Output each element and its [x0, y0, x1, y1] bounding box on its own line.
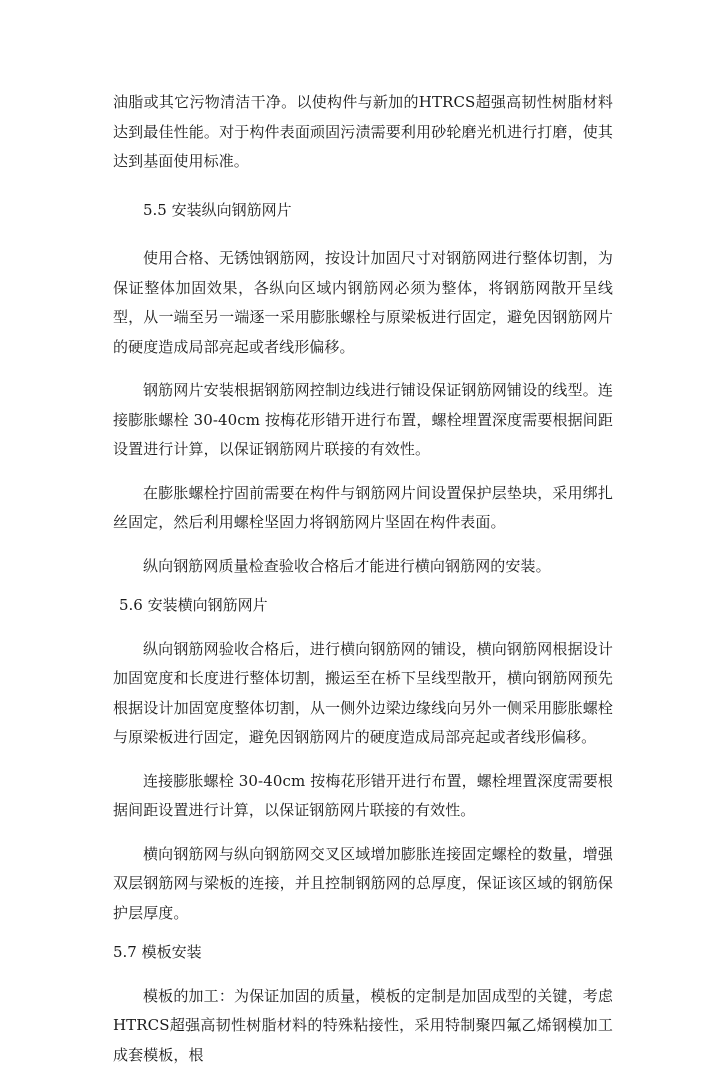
paragraph-surface-cleaning: 油脂或其它污物清洁干净。以使构件与新加的HTRCS超强高韧性树脂材料达到最佳性能。对于构件表面顽固污渍需要利用砂轮磨光机进行打磨，使其达到基面使用标准。 [113, 88, 613, 177]
paragraph-transverse-mesh-laying: 纵向钢筋网验收合格后，进行横向钢筋网的铺设，横向钢筋网根据设计加固宽度和长度进行整体切割，搬运至在桥下呈线型散开，横向钢筋网预先根据设计加固宽度整体切割，从一侧外边梁边缘线向另外一侧采用膨胀螺栓与原梁板进行固定，避免因钢筋网片的硬度造成局部亮起或者线形偏移。 [113, 635, 613, 753]
paragraph-formwork-processing: 模板的加工：为保证加固的质量，模板的定制是加固成型的关键，考虑HTRCS超强高韧性树脂材料的特殊粘接性，采用特制聚四氟乙烯钢模加工成套模板，根 [113, 982, 613, 1070]
paragraph-transverse-bolts: 连接膨胀螺栓 30-40cm 按梅花形错开进行布置，螺栓埋置深度需要根据间距设置进行计算，以保证钢筋网片联接的有效性。 [113, 767, 613, 826]
paragraph-quality-inspection: 纵向钢筋网质量检查验收合格后才能进行横向钢筋网的安装。 [113, 552, 613, 582]
paragraph-mesh-installation-bolts: 钢筋网片安装根据钢筋网控制边线进行铺设保证钢筋网铺设的线型。连接膨胀螺栓 30-40cm 按梅花形错开进行布置，螺栓埋置深度需要根据间距设置进行计算，以保证钢筋网片联接的有效性。 [113, 376, 613, 465]
paragraph-spacer-blocks: 在膨胀螺栓拧固前需要在构件与钢筋网片间设置保护层垫块，采用绑扎丝固定，然后利用螺栓坚固力将钢筋网片坚固在构件表面。 [113, 479, 613, 538]
section-heading-5-7: 5.7 模板安装 [113, 938, 613, 968]
paragraph-longitudinal-mesh-cutting: 使用合格、无锈蚀钢筋网，按设计加固尺寸对钢筋网进行整体切割，为保证整体加固效果，各纵向区域内钢筋网必须为整体，将钢筋网散开呈线型，从一端至另一端逐一采用膨胀螺栓与原梁板进行固定，避免因钢筋网片的硬度造成局部亮起或者线形偏移。 [113, 244, 613, 362]
document-page [113, 88, 613, 1070]
section-heading-5-6: 5.6 安装横向钢筋网片 [113, 591, 613, 621]
section-heading-5-5: 5.5 安装纵向钢筋网片 [113, 196, 613, 226]
paragraph-cross-region: 横向钢筋网与纵向钢筋网交叉区域增加膨胀连接固定螺栓的数量，增强双层钢筋网与梁板的连接，并且控制钢筋网的总厚度，保证该区域的钢筋保护层厚度。 [113, 840, 613, 929]
